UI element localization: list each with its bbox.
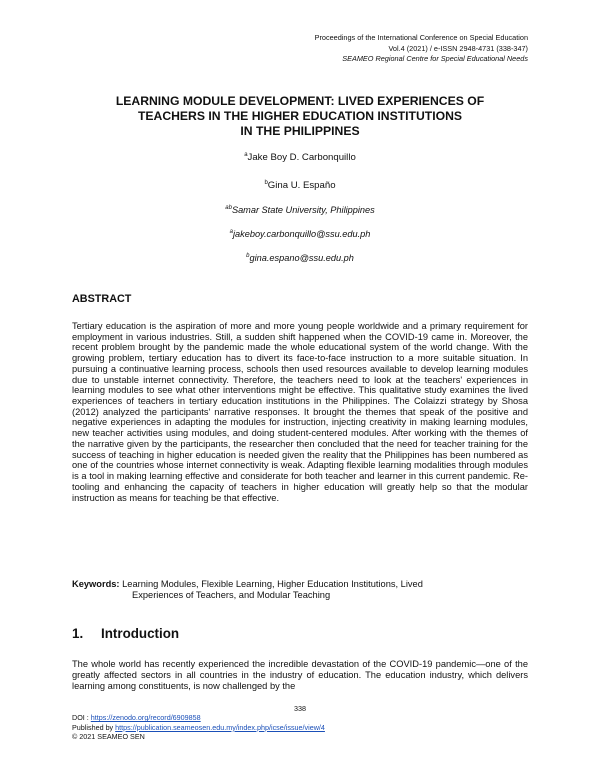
- published-label: Published by: [72, 722, 116, 732]
- email-1-text: jakeboy.carbonquillo@ssu.edu.ph: [232, 229, 371, 239]
- published-line: [72, 723, 325, 733]
- author-1-name: Jake Boy D. Carbonquillo: [247, 152, 356, 163]
- author-2: [0, 180, 600, 191]
- email-1: [0, 229, 600, 239]
- doi-line: [72, 713, 325, 723]
- introduction-paragraph: The whole world has recently experienced the incredible devastation of the COVID-19 pandemic—one of the greatly affected sectors in all countries in the industry of education. The education industry, which delivers learning among constituents, is now challenged by the: [72, 659, 528, 691]
- author-2-name: Gina U. Españo: [267, 180, 336, 191]
- author-2-superscript: b: [264, 179, 268, 186]
- paper-title: [72, 94, 528, 138]
- title-line: IN THE PHILIPPINES: [240, 123, 360, 138]
- keywords-text-1: Learning Modules, Flexible Learning, Higher Education Institutions, Lived: [122, 579, 423, 589]
- page-footer: [72, 713, 325, 742]
- section-title: Introduction: [101, 626, 180, 641]
- abstract-body: [72, 321, 528, 503]
- email-2-superscript: b: [246, 252, 250, 259]
- email-2: [0, 253, 600, 263]
- section-number: 1.: [72, 626, 84, 641]
- header-publisher: SEAMEO Regional Centre for Special Educational Needs: [342, 54, 528, 63]
- affiliation-text: Samar State University, Philippines: [231, 205, 375, 215]
- title-line: LEARNING MODULE DEVELOPMENT: LIVED EXPERIENCES OF: [115, 94, 485, 108]
- email-1-superscript: a: [229, 228, 233, 235]
- abstract-heading: ABSTRACT: [72, 293, 132, 305]
- page-number: 338: [294, 704, 306, 713]
- author-1: [0, 152, 600, 163]
- doi-link[interactable]: https://zenodo.org/record/6909858: [90, 713, 201, 722]
- affiliation-superscript: ab: [225, 204, 232, 211]
- keywords-line-1: [72, 579, 528, 590]
- section-heading-introduction: [72, 626, 179, 641]
- doi-label: DOI :: [72, 713, 91, 722]
- header-proceedings: Proceedings of the International Conference on Special Education: [314, 33, 528, 42]
- email-2-text: gina.espano@ssu.edu.ph: [249, 253, 354, 263]
- keywords-label: Keywords:: [72, 579, 120, 589]
- copyright-line: © 2021 SEAMEO SEN: [72, 732, 145, 742]
- publication-link[interactable]: https://publication.seameosen.edu.my/index.php/icse/issue/view/4: [115, 722, 325, 732]
- title-line: TEACHERS IN THE HIGHER EDUCATION INSTITUTIONS: [137, 108, 463, 123]
- author-1-superscript: a: [244, 151, 248, 158]
- running-header: [315, 33, 528, 65]
- introduction-body: [72, 659, 528, 691]
- header-volume-issn: Vol.4 (2021) / e-ISSN 2948-4731 (338-347): [388, 43, 528, 53]
- keywords-text-2: Experiences of Teachers, and Modular Teaching: [132, 590, 331, 601]
- keywords-block: [72, 579, 528, 602]
- abstract-paragraph: Tertiary education is the aspiration of more and more young people worldwide and a primary requirement for employment in various industries. Still, a sudden shift happened when the COVID-19 came in. Moreover, the recent problem brought by the pandemic made the whole educational system of the world change. With the growing problem, tertiary education has to divert its face-to-face instruction to a more suitable situation. In pursuing a continuative learning process, schools then used resources available to develop learning modules due to unstable internet connectivity. Therefore, the teachers need to look at the teachers' experiences in learning modules to see what other interventions might be effective. This qualitative study examines the lived experiences of teachers in tertiary education institutions in the Philippines. The Colaizzi strategy by Shosa (2012) analyzed the participants' narrative responses. It brought the themes that speak of the positive and negative experiences in adapting the modules for instruction, injecting creativity in making learning modules, new teacher activities using modules, and doing student-centered modules. After working with the themes of the narrative given by the participants, the researcher then concluded that the need for teacher training for the success of teaching in higher education is needed given the reality that the Philippines has been numbered as one of the countries whose internet connectivity is weak. Adapting flexible learning modalities through modules is a tool in making learning effective and considerate for both teacher and learner in this current pandemic. Re-tooling and enhancing the capacity of teachers in higher education will greatly help so that the modular instruction as means for teaching be that effective.: [72, 321, 528, 503]
- affiliation: [0, 205, 600, 215]
